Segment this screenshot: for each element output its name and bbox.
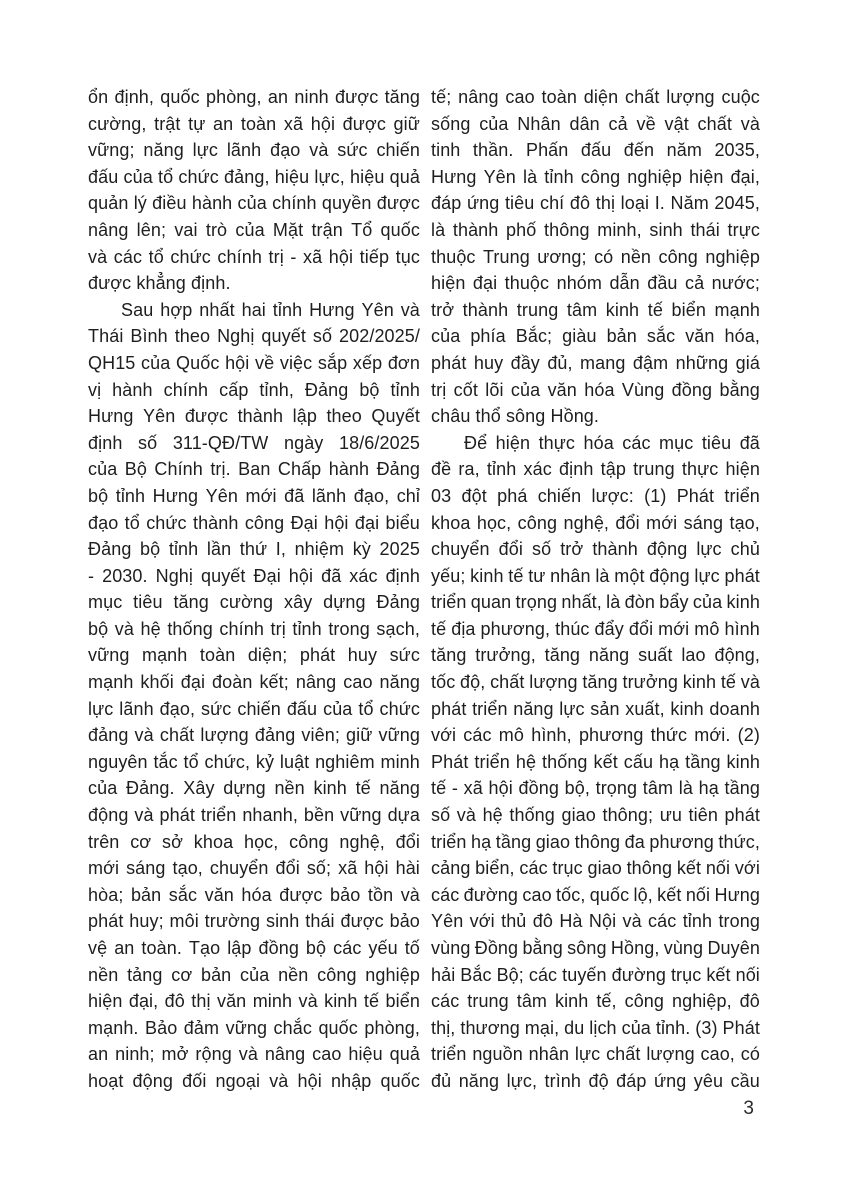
text-line: và các tổ chức chính trị - xã hội tiếp tục	[88, 246, 420, 267]
text-line: tăng trưởng, tăng năng suất lao động,	[431, 645, 760, 666]
text-line: các đường cao tốc, quốc lộ, kết nối Hưng	[431, 884, 760, 905]
text-columns	[88, 84, 760, 1095]
text-line: đấu của tổ chức đảng, hiệu lực, hiệu quả	[88, 166, 420, 187]
text-column-left	[88, 84, 420, 1095]
text-line: ổn định, quốc phòng, an ninh được tăng	[88, 87, 420, 107]
text-line: bộ tỉnh Hưng Yên mới đã lãnh đạo, chỉ	[88, 485, 420, 506]
text-line: Hưng Yên là tỉnh công nghiệp hiện đại,	[431, 166, 760, 187]
page-number: 3	[743, 1098, 754, 1119]
text-line: hải Bắc Bộ; các tuyến đường trục kết nối	[431, 964, 760, 985]
text-line: triển hạ tầng giao thông đa phương thức,	[431, 831, 760, 852]
text-line: Thái Bình theo Nghị quyết số 202/2025/	[88, 326, 420, 347]
text-line: đảng và chất lượng đảng viên; giữ vững	[88, 725, 420, 746]
text-line: phát huy; môi trường sinh thái được bảo	[88, 911, 420, 932]
text-line: tinh thần. Phấn đấu đến năm 2035,	[431, 140, 760, 161]
text-line: trên cơ sở khoa học, công nghệ, đổi	[88, 831, 420, 852]
text-line: QH15 của Quốc hội về việc sắp xếp đơn	[88, 352, 420, 373]
text-line: phát triển năng lực sản xuất, kinh doanh	[431, 698, 760, 719]
text-line: vệ an toàn. Tạo lập đồng bộ các yếu tố	[88, 938, 420, 958]
text-line: 03 đột phá chiến lược: (1) Phát triển	[431, 485, 760, 506]
text-column-right	[431, 84, 760, 1095]
text-line: khoa học, công nghệ, đổi mới sáng tạo,	[431, 512, 760, 533]
text-line: vững; năng lực lãnh đạo và sức chiến	[88, 140, 420, 161]
text-line: phát huy đầy đủ, mang đậm những giá	[431, 352, 760, 373]
text-line: các trung tâm kinh tế, công nghiệp, đô	[431, 991, 760, 1012]
text-line: hiện đại, đô thị văn minh và kinh tế biển	[88, 991, 420, 1012]
text-line: mạnh khối đại đoàn kết; nâng cao năng	[88, 672, 420, 693]
text-line: nâng lên; vai trò của Mặt trận Tổ quốc	[88, 219, 420, 240]
text-line: trở thành trung tâm kinh tế biển mạnh	[431, 299, 760, 320]
text-line: đáp ứng tiêu chí đô thị loại I. Năm 2045,	[431, 193, 760, 214]
text-line: Yên với thủ đô Hà Nội và các tỉnh trong	[431, 911, 760, 932]
text-line: an ninh; mở rộng và nâng cao hiệu quả	[88, 1044, 420, 1065]
text-line: hoạt động đối ngoại và hội nhập quốc	[88, 1070, 420, 1091]
text-line: bộ và hệ thống chính trị tỉnh trong sạch,	[88, 618, 420, 639]
text-line: đề ra, tỉnh xác định tập trung thực hiện	[431, 459, 760, 480]
text-line: Hưng Yên được thành lập theo Quyết	[88, 406, 420, 427]
text-line: đạo tổ chức thành công Đại hội đại biểu	[88, 512, 420, 533]
text-line: là thành phố thông minh, sinh thái trực	[431, 219, 760, 240]
text-line: mới sáng tạo, chuyển đổi số; xã hội hài	[88, 858, 420, 879]
text-line: đủ năng lực, trình độ đáp ứng yêu cầu	[431, 1070, 760, 1091]
text-line: cường, trật tự an toàn xã hội được giữ	[88, 113, 420, 134]
text-line: quản lý điều hành của chính quyền được	[88, 193, 420, 214]
text-line: tốc độ, chất lượng tăng trưởng kinh tế và	[431, 672, 760, 693]
text-line: chuyển đổi số trở thành động lực chủ	[431, 539, 760, 560]
text-line: động và phát triển nhanh, bền vững dựa	[88, 805, 420, 826]
text-line: tế - xã hội đồng bộ, trọng tâm là hạ tầng	[431, 778, 760, 799]
text-line: thị, thương mại, du lịch của tỉnh. (3) Phát	[431, 1017, 760, 1038]
text-line: Sau hợp nhất hai tỉnh Hưng Yên và	[121, 299, 420, 320]
text-line: số và hệ thống giao thông; ưu tiên phát	[431, 805, 760, 826]
text-line: của phía Bắc; giàu bản sắc văn hóa,	[431, 326, 760, 347]
text-line: châu thổ sông Hồng.	[431, 406, 600, 427]
text-line: với các mô hình, phương thức mới. (2)	[431, 725, 760, 746]
text-line: cảng biển, các trục giao thông kết nối với	[431, 858, 760, 879]
text-line: thuộc Trung ương; có nền công nghiệp	[431, 246, 760, 267]
text-line: định số 311-QĐ/TW ngày 18/6/2025	[88, 432, 420, 453]
text-line: triển nguồn nhân lực chất lượng cao, có	[431, 1044, 760, 1065]
text-line: mục tiêu tăng cường xây dựng Đảng	[88, 592, 420, 613]
text-line: được khẳng định.	[88, 273, 231, 294]
text-line: mạnh. Bảo đảm vững chắc quốc phòng,	[88, 1017, 420, 1038]
text-line: nền tảng cơ bản của nền công nghiệp	[88, 964, 420, 985]
text-line: vị hành chính cấp tỉnh, Đảng bộ tỉnh	[88, 379, 420, 400]
text-line: - 2030. Nghị quyết Đại hội đã xác định	[88, 565, 420, 586]
text-line: vững mạnh toàn diện; phát huy sức	[88, 645, 420, 666]
text-line: hiện đại thuộc nhóm dẫn đầu cả nước;	[431, 273, 760, 294]
text-line: Phát triển hệ thống kết cấu hạ tầng kinh	[431, 751, 760, 772]
text-line: vùng Đồng bằng sông Hồng, vùng Duyên	[431, 938, 760, 958]
text-line: tế địa phương, thúc đẩy đổi mới mô hình	[431, 618, 760, 639]
text-line: nguyên tắc tổ chức, kỷ luật nghiêm minh	[88, 751, 420, 772]
text-line: của Đảng. Xây dựng nền kinh tế năng	[88, 778, 420, 799]
text-line: Đảng bộ tỉnh lần thứ I, nhiệm kỳ 2025	[88, 539, 420, 560]
text-line: yếu; kinh tế tư nhân là một động lực phát	[431, 565, 760, 586]
text-line: hòa; bản sắc văn hóa được bảo tồn và	[88, 884, 420, 905]
text-line: triển quan trọng nhất, là đòn bẩy của kinh	[431, 592, 760, 613]
text-line: trị cốt lõi của văn hóa Vùng đồng bằng	[431, 379, 760, 400]
text-line: lực lãnh đạo, sức chiến đấu của tổ chức	[88, 698, 420, 719]
text-line: Để hiện thực hóa các mục tiêu đã	[464, 432, 760, 453]
text-line: tế; nâng cao toàn diện chất lượng cuộc	[431, 87, 760, 107]
text-line: sống của Nhân dân cả về vật chất và	[431, 113, 760, 134]
text-line: của Bộ Chính trị. Ban Chấp hành Đảng	[88, 459, 420, 480]
